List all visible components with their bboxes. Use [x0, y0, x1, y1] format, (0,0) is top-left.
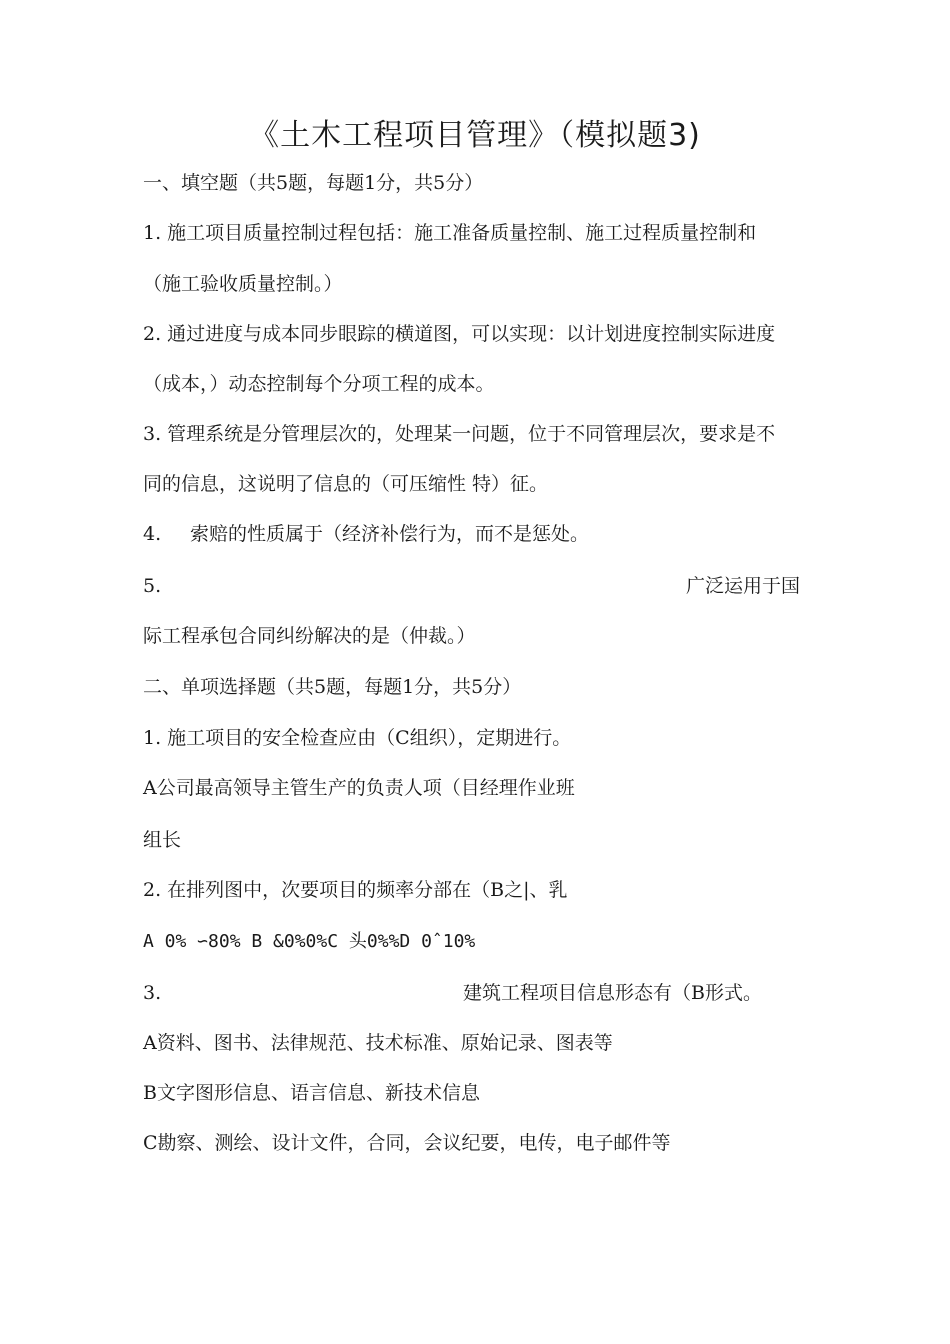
choice-q1: 1. 施工项目的安全检查应由（C组织），定期进行。 — [143, 727, 572, 749]
fill-q5-number: 5. — [143, 575, 162, 597]
fill-q5-right-fragment: 广泛运用于国 — [686, 575, 801, 597]
document-title: 《土木工程项目管理》（模拟题3) — [249, 118, 701, 153]
choice-q3-number: 3. — [143, 982, 162, 1004]
choice-q1-options: A公司最高领导主管生产的负责人项（目经理作业班 — [143, 777, 575, 799]
fill-q3-line1: 3. 管理系统是分管理层次的，处理某一问题，位于不同管理层次，要求是不 — [143, 423, 776, 445]
fill-q1-line2: （施工验收质量控制。） — [143, 273, 343, 295]
choice-q2: 2. 在排列图中，次要项目的频率分部在（B之|、乳 — [143, 879, 568, 901]
choice-q3-option-c: C勘察、测绘、设计文件，合同，会议纪要，电传，电子邮件等 — [143, 1132, 671, 1154]
fill-q2-line2: （成本，）动态控制每个分项工程的成本。 — [143, 373, 495, 395]
choice-q3-option-a: A资料、图书、法律规范、技术标准、原始记录、图表等 — [143, 1032, 613, 1054]
fill-q4-number: 4. — [143, 523, 162, 545]
fill-q2-line1: 2. 通过进度与成本同步眼踪的横道图，可以实现：以计划进度控制实际进度 — [143, 323, 776, 345]
fill-q1-line1: 1. 施工项目质量控制过程包括：施工准备质量控制、施工过程质量控制和 — [143, 222, 757, 244]
section-heading-single-choice: 二、单项选择题（共5题，每题1分，共5分） — [143, 676, 522, 698]
choice-q3-option-b: B文字图形信息、语言信息、新技术信息 — [143, 1082, 480, 1104]
fill-q5-line2: 际工程承包合同纠纷解决的是（仲裁。） — [143, 625, 476, 647]
choice-q1-options-cont: 组长 — [143, 829, 182, 851]
section-heading-fill-in: 一、填空题（共5题，每题1分，共5分） — [143, 172, 484, 194]
fill-q4-text: 索赔的性质属于（经济补偿行为，而不是惩处。 — [190, 523, 590, 545]
choice-q3-right-fragment: 建筑工程项目信息形态有（B形式。 — [463, 982, 762, 1004]
fill-q3-line2: 同的信息，这说明了信息的（可压缩性 特）征。 — [143, 473, 549, 495]
choice-q2-options: A 0% ∽80% B &0%0%C 头0%%D 0ˆ10% — [143, 931, 476, 952]
